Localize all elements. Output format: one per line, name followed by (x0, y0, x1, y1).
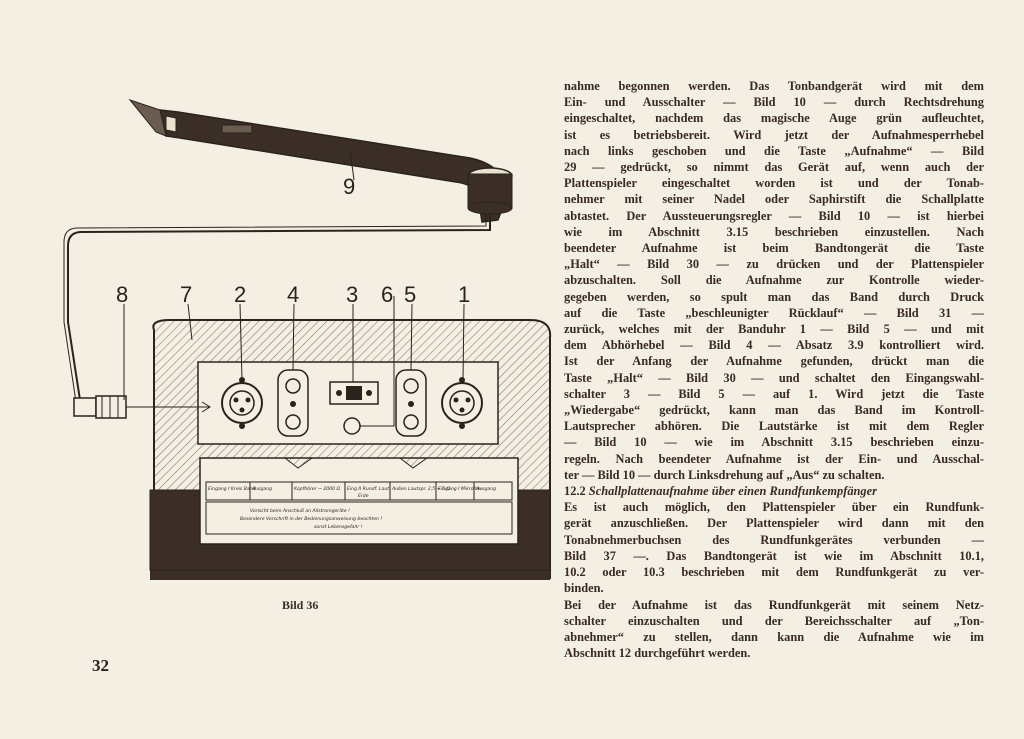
label-4: 4 (287, 282, 300, 307)
panel-label-mikrofon: Eingang I Mikrofon (438, 487, 481, 492)
panel-label-eingang-2: Eing.II Rundf. Laut. (347, 487, 391, 492)
text-line: Taste „Halt“ — Bild 30 — und schaltet den Eingangswahl- (564, 370, 984, 385)
panel-label-erde: Erde (358, 494, 369, 499)
page-number: 32 (92, 656, 109, 675)
text-line: schalter einzuschalten und der Bereichsschalter auf „Ton- (564, 613, 984, 628)
text-line: gerät anzuschließen. Der Plattenspieler wird dann mit den (564, 516, 984, 531)
text-line: wie im Abschnitt 3.15 beschrieben einzustellen. Nach (564, 224, 984, 239)
text-line: Tonabnehmerbuchsen des Rundfunkgerätes verbunden — (564, 532, 984, 547)
text-line: Abschnitt 12 durchgeführt werden. (564, 646, 751, 661)
label-8: 8 (116, 282, 129, 307)
text-line: schalter 3 — Bild 5 — auf 1. Wird jetzt die Taste (564, 386, 984, 401)
tape-recorder-body (150, 296, 550, 580)
text-line: 10.2 oder 10.3 beschrieben mit dem Rundfunkgerät zu ver- (564, 565, 984, 580)
label-9: 9 (343, 174, 356, 199)
text-line: dem Abhörhebel — Bild 4 — Absatz 3.9 kontrolliert wird. (564, 338, 984, 353)
panel-label-kopfhoerer: Kopfhörer ~ 2000 Ω (294, 487, 340, 492)
paragraph-recording (564, 78, 984, 483)
text-line: ist es betriebsbereit. Wird jetzt der Aufnahmesperrhebel (564, 127, 984, 142)
text-line: Lautsprecher abhören. Die Lautstärke ist mit dem Regler (564, 419, 984, 434)
paragraph-radio (564, 499, 984, 661)
text-line: abzuschalten. Soll die Aufnahme zur Kontrolle wieder- (564, 273, 984, 288)
text-line: beendeter Aufnahme ist beim Bandtongerät die Taste (564, 241, 984, 256)
label-1: 1 (458, 282, 471, 307)
text-line: Bild 37 —. Das Bandtongerät ist wie im Abschnitt 10.1, (564, 548, 984, 563)
text-line: nehmer mit seiner Nadel oder Saphirstift die Schallplatte (564, 192, 984, 207)
panel-label-ausgang-2: Ausgang (476, 487, 497, 492)
section-heading-12-2 (564, 483, 984, 499)
label-2: 2 (234, 282, 247, 307)
text-line: eingeschaltet, nachdem das magische Auge grün aufleuchtet, (564, 111, 984, 126)
label-3: 3 (346, 282, 359, 307)
panel-warning-1: Vorsicht beim Anschluß an Allstromgeräte ! (250, 509, 350, 514)
section-title: Schallplattenaufnahme über einen Rundfunkempfänger (588, 484, 877, 499)
panel-warning-2: Besondere Vorschrift in der Bedienungsanweisung beachten ! (240, 517, 383, 522)
panel-warning-3: sonst Lebensgefahr ! (314, 525, 363, 530)
text-line: zurück, welches mit der Banduhr 1 — Bild 5 — und mit (564, 322, 984, 337)
tonearm (130, 100, 512, 222)
text-line: Es ist auch möglich, den Plattenspieler über ein Rundfunk- (564, 500, 984, 515)
text-line: „Wiedergabe“ gedrückt, kann man das Band im Kontroll- (564, 403, 984, 418)
label-6: 6 (381, 282, 394, 307)
text-line: auf die Taste „beschleunigter Rücklauf“ — Bild 31 — (564, 305, 984, 320)
figure-bild-36 (60, 70, 560, 630)
figure-caption: Bild 36 (282, 598, 319, 612)
body-text (564, 78, 984, 661)
text-line: — Bild 10 — wie im Abschnitt 3.15 beschrieben einzu- (564, 435, 984, 450)
text-line: abnehmer“ zu stellen, dann kann die Aufnahme wie im (564, 629, 984, 644)
section-number: 12.2 (564, 484, 586, 499)
device-illustration (60, 70, 560, 630)
text-line: Ist der Anfang der Aufnahme gefunden, drückt man die (564, 354, 984, 369)
text-line: ter — Bild 10 — durch Linksdrehung auf „Aus“ zu schalten. (564, 467, 885, 482)
text-line: Ein- und Ausschalter — Bild 10 — durch Rechtsdrehung (564, 95, 984, 110)
text-line: gegeben werden, so spult man das Band durch Druck (564, 289, 984, 304)
label-5: 5 (404, 282, 417, 307)
text-line: nahme begonnen werden. Das Tonbandgerät wird mit dem (564, 79, 984, 93)
panel-label-ausgang: Ausgang (252, 487, 273, 492)
text-line: Plattenspieler eingeschaltet worden ist und der Tonab- (564, 176, 984, 191)
text-line: abtastet. Der Aussteuerungsregler — Bild 10 — ist hierbei (564, 208, 984, 223)
text-line: Bei der Aufnahme ist das Rundfunkgerät mit seinem Netz- (564, 597, 984, 612)
text-line: 29 — gedrückt, so nimmt das Gerät auf, wenn auch der (564, 160, 984, 175)
text-line: „Halt“ — Bild 30 — zu drücken und der Plattenspieler (564, 257, 984, 272)
text-line: nach links geschoben und die Taste „Aufnahme“ — Bild (564, 143, 984, 158)
panel-label-aussenlautspr: Außen Lautspr. 2,5 ~ 5 Ω (392, 487, 450, 492)
text-line: regeln. Nach beendeter Aufnahme ist der Ein- und Ausschal- (564, 451, 984, 466)
label-7: 7 (180, 282, 193, 307)
panel-label-eingang-1: Eingang I Kreis Band (208, 487, 256, 492)
text-line: binden. (564, 581, 604, 596)
